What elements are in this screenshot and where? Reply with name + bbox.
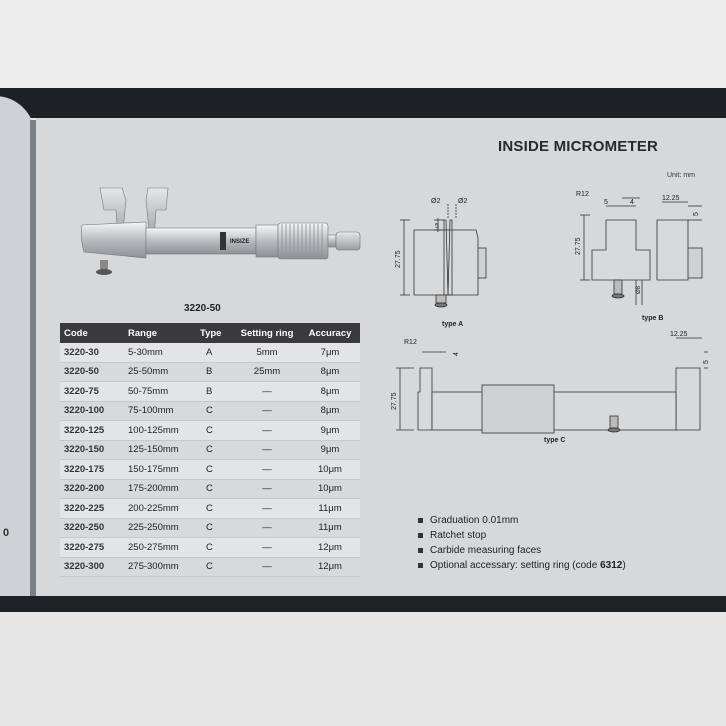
feature-list xyxy=(418,513,626,573)
table-row xyxy=(60,557,360,577)
cell-setting-ring: — xyxy=(234,518,300,538)
feature-item xyxy=(418,513,626,528)
header-code: Code xyxy=(60,323,116,343)
cell-range: 100-125mm xyxy=(116,421,196,441)
spec-table xyxy=(60,323,360,577)
cell-setting-ring: — xyxy=(234,401,300,421)
brand-logo: INSIZE xyxy=(230,239,250,245)
cell-range: 200-225mm xyxy=(116,499,196,519)
cell-code: 3220-225 xyxy=(60,499,116,519)
cell-accuracy: 7μm xyxy=(300,343,360,362)
type-a-diagram xyxy=(386,180,496,330)
type-b-length: 27.75 xyxy=(575,237,582,255)
type-a-height: 5 xyxy=(435,223,439,230)
cell-type: C xyxy=(196,440,234,460)
micrometer-illustration xyxy=(70,180,370,300)
cell-type: C xyxy=(196,460,234,480)
cell-accuracy: 9μm xyxy=(300,421,360,441)
type-b-thickness: 4 xyxy=(630,199,634,206)
next-page xyxy=(0,612,726,726)
type-b-radius: R12 xyxy=(576,191,589,198)
cell-accuracy: 8μm xyxy=(300,362,360,382)
type-c-top: 12.25 xyxy=(670,331,688,338)
bullet-icon xyxy=(418,518,423,523)
table-row xyxy=(60,499,360,519)
unit-label: Unit: mm xyxy=(667,172,695,179)
cell-setting-ring: — xyxy=(234,479,300,499)
table-row xyxy=(60,518,360,538)
table-row xyxy=(60,460,360,480)
feature-item xyxy=(418,528,626,543)
cell-range: 275-300mm xyxy=(116,557,196,577)
table-row xyxy=(60,382,360,402)
type-b-dia: Ø8 xyxy=(636,285,642,294)
cell-setting-ring: — xyxy=(234,460,300,480)
product-model-label: 3220-50 xyxy=(184,303,221,314)
cell-accuracy: 12μm xyxy=(300,538,360,558)
type-a-dia1: Ø2 xyxy=(431,198,441,205)
type-a-length: 27.75 xyxy=(395,250,402,268)
cell-code: 3220-75 xyxy=(60,382,116,402)
cell-type: B xyxy=(196,362,234,382)
feature-text-end: ) xyxy=(622,560,626,571)
cell-type: C xyxy=(196,557,234,577)
cell-type: C xyxy=(196,421,234,441)
table-row xyxy=(60,362,360,382)
cell-setting-ring: 5mm xyxy=(234,343,300,362)
bullet-icon xyxy=(418,533,423,538)
cell-type: C xyxy=(196,401,234,421)
cell-accuracy: 10μm xyxy=(300,479,360,499)
type-b-top: 12.25 xyxy=(662,195,680,202)
table-row xyxy=(60,479,360,499)
cell-code: 3220-300 xyxy=(60,557,116,577)
cell-range: 175-200mm xyxy=(116,479,196,499)
cell-range: 75-100mm xyxy=(116,401,196,421)
accessory-code: 6312 xyxy=(600,560,623,571)
cell-code: 3220-50 xyxy=(60,362,116,382)
table-row xyxy=(60,343,360,362)
cell-setting-ring: 25mm xyxy=(234,362,300,382)
feature-text: Optional accessary: setting ring (code xyxy=(430,560,601,571)
cell-code: 3220-250 xyxy=(60,518,116,538)
cell-type: C xyxy=(196,479,234,499)
cell-setting-ring: — xyxy=(234,557,300,577)
cell-accuracy: 11μm xyxy=(300,499,360,519)
page-title: INSIDE MICROMETER xyxy=(498,138,659,155)
cell-setting-ring: — xyxy=(234,499,300,519)
cell-accuracy: 8μm xyxy=(300,382,360,402)
cell-range: 225-250mm xyxy=(116,518,196,538)
cell-accuracy: 10μm xyxy=(300,460,360,480)
bullet-icon xyxy=(418,563,423,568)
feature-item xyxy=(418,558,626,573)
feature-text: Graduation 0.01mm xyxy=(430,515,519,526)
type-c-length: 27.75 xyxy=(391,392,398,410)
type-a-dia2: Ø2 xyxy=(458,198,468,205)
background-top xyxy=(0,0,726,92)
type-c-side: 5 xyxy=(703,360,710,364)
table-row xyxy=(60,401,360,421)
type-c-diagram xyxy=(386,330,716,450)
bullet-icon xyxy=(418,548,423,553)
feature-text: Ratchet stop xyxy=(430,530,487,541)
cell-type: B xyxy=(196,382,234,402)
type-a-label: type A xyxy=(442,321,464,328)
cell-accuracy: 9μm xyxy=(300,440,360,460)
cell-setting-ring: — xyxy=(234,440,300,460)
cell-type: A xyxy=(196,343,234,362)
cell-code: 3220-200 xyxy=(60,479,116,499)
cell-type: C xyxy=(196,518,234,538)
left-page-text: 0 xyxy=(3,527,10,539)
cell-code: 3220-30 xyxy=(60,343,116,362)
cell-code: 3220-275 xyxy=(60,538,116,558)
cell-accuracy: 8μm xyxy=(300,401,360,421)
cell-range: 5-30mm xyxy=(116,343,196,362)
header-setting-ring: Setting ring xyxy=(234,323,300,343)
feature-item xyxy=(418,543,626,558)
type-c-label: type C xyxy=(544,437,566,444)
cell-code: 3220-150 xyxy=(60,440,116,460)
table-row xyxy=(60,440,360,460)
cell-setting-ring: — xyxy=(234,382,300,402)
type-c-thickness: 4 xyxy=(453,352,460,356)
cell-range: 125-150mm xyxy=(116,440,196,460)
feature-text: Carbide measuring faces xyxy=(430,545,542,556)
cell-code: 3220-100 xyxy=(60,401,116,421)
cell-setting-ring: — xyxy=(234,538,300,558)
header-accuracy: Accuracy xyxy=(300,323,360,343)
cell-range: 25-50mm xyxy=(116,362,196,382)
type-b-diagram xyxy=(562,180,712,330)
table-row xyxy=(60,421,360,441)
cell-setting-ring: — xyxy=(234,421,300,441)
cell-accuracy: 12μm xyxy=(300,557,360,577)
cell-code: 3220-125 xyxy=(60,421,116,441)
header-type: Type xyxy=(196,323,234,343)
type-c-radius: R12 xyxy=(404,339,417,346)
cell-code: 3220-175 xyxy=(60,460,116,480)
cell-range: 250-275mm xyxy=(116,538,196,558)
header-range: Range xyxy=(116,323,196,343)
table-row xyxy=(60,538,360,558)
binder-band-top xyxy=(0,88,726,118)
cell-type: C xyxy=(196,499,234,519)
cell-accuracy: 11μm xyxy=(300,518,360,538)
cell-range: 150-175mm xyxy=(116,460,196,480)
table-header-row xyxy=(60,323,360,343)
type-b-label: type B xyxy=(642,315,664,322)
cell-type: C xyxy=(196,538,234,558)
type-b-side: 5 xyxy=(693,212,700,216)
type-b-width: 5 xyxy=(604,199,608,206)
cell-range: 50-75mm xyxy=(116,382,196,402)
